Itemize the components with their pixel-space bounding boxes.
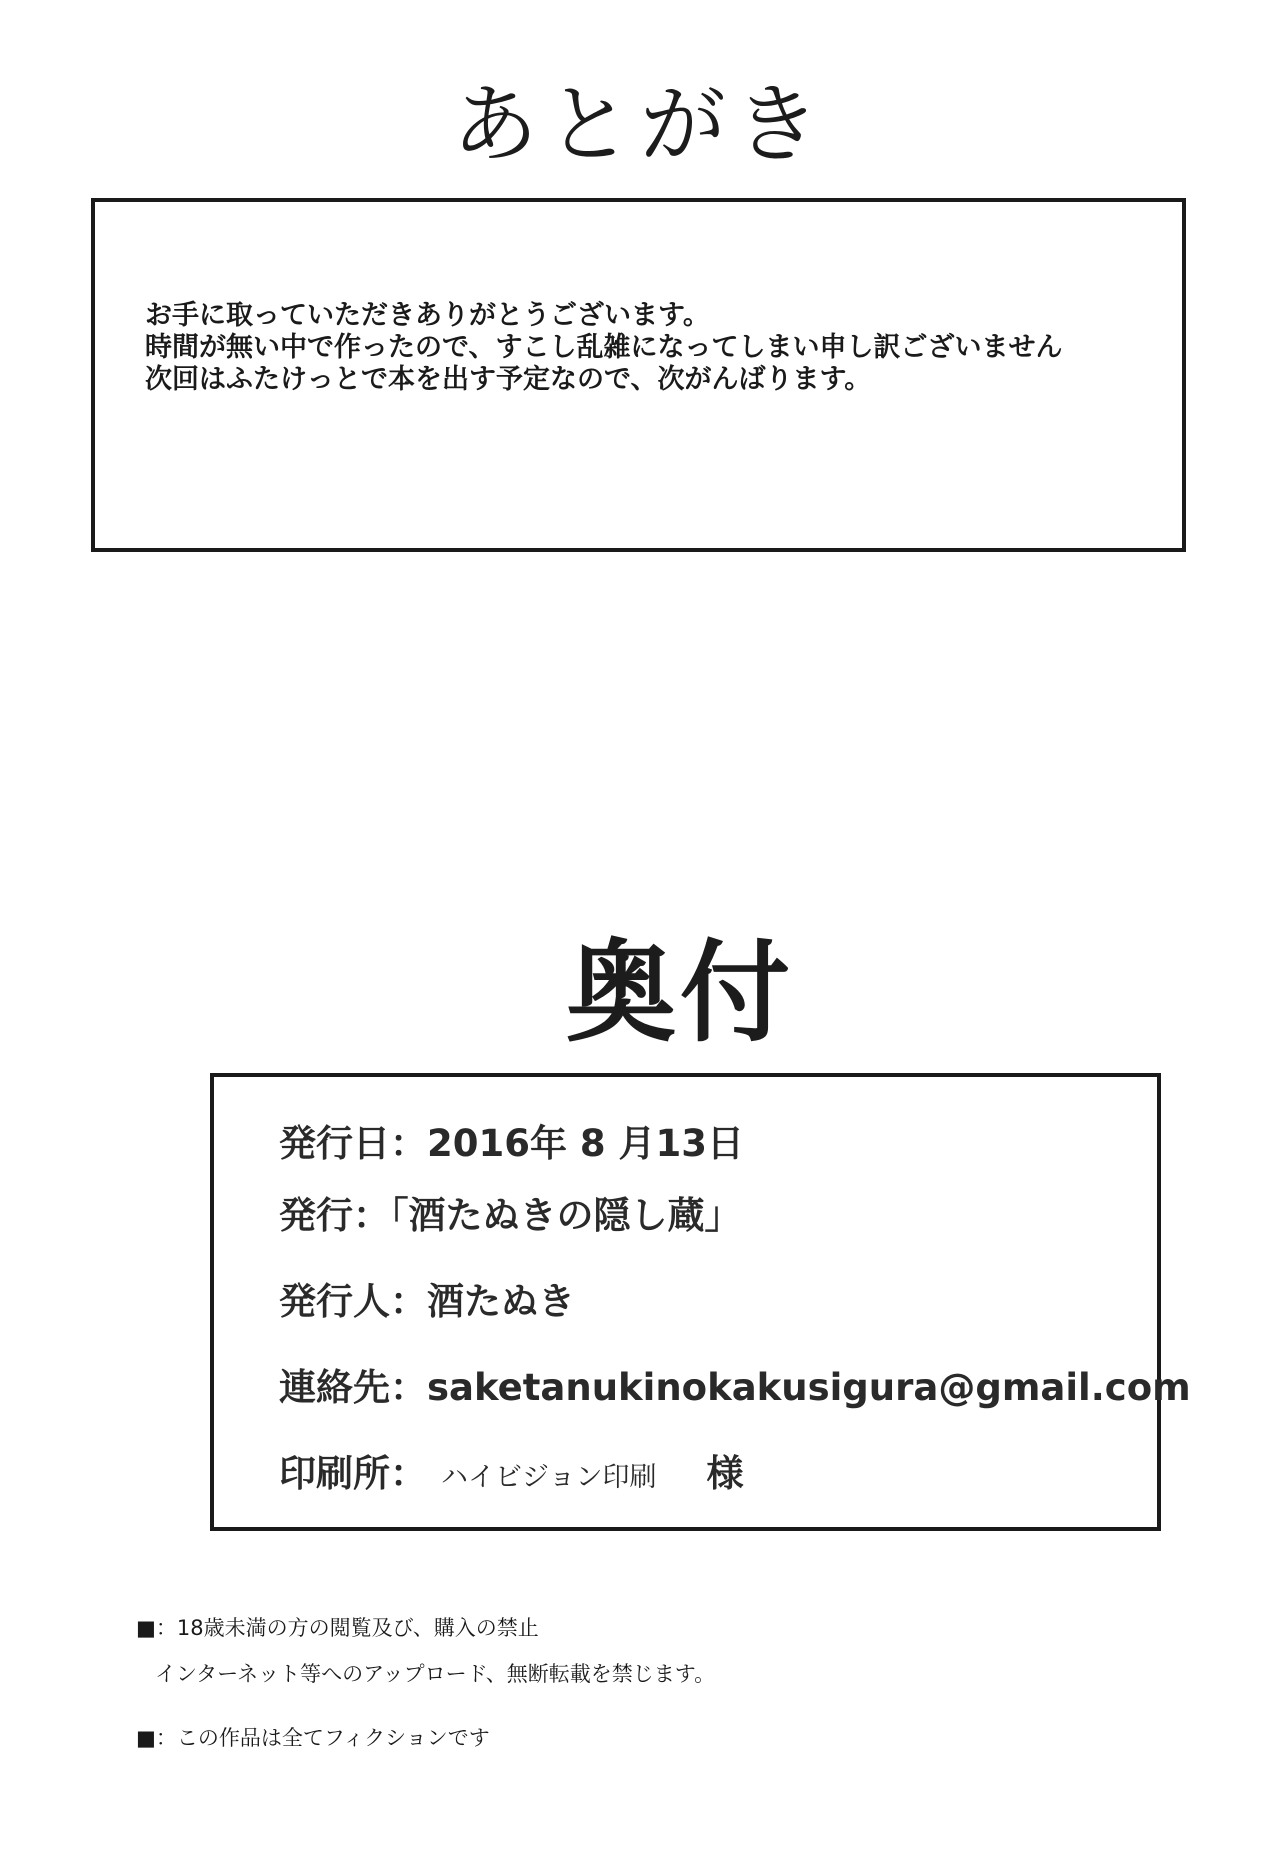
- colophon-row-publisher: [279, 1185, 742, 1239]
- notice-age-restriction: [136, 1612, 539, 1642]
- colophon-row-contact: [279, 1357, 1191, 1411]
- colophon-title: 奥付: [566, 929, 794, 1057]
- afterword-box: [91, 198, 1186, 552]
- colophon-box: [210, 1073, 1191, 1531]
- printer-honorific: 様: [706, 1452, 744, 1495]
- publisher-value: 「酒たぬきの隠し蔵」: [390, 1194, 742, 1237]
- afterword-line: お手に取っていただきありがとうございます。: [145, 300, 710, 331]
- label-separator: ：: [390, 1452, 427, 1495]
- notice-separator: ：: [155, 1726, 177, 1750]
- afterword-title: あとがき: [452, 75, 828, 175]
- date-label: 発行日: [279, 1122, 390, 1165]
- label-separator: ：: [390, 1366, 427, 1409]
- colophon-row-date: [279, 1113, 744, 1167]
- afterword-line: 時間が無い中で作ったので、すこし乱雑になってしまい申し訳ございません: [145, 332, 1063, 363]
- notice-separator: ：: [155, 1616, 177, 1640]
- notice-text: この作品は全てフィクションです: [176, 1726, 490, 1750]
- contact-label: 連絡先: [279, 1366, 390, 1409]
- colophon-row-issuer: [279, 1271, 575, 1325]
- printer-value: ハイビジョン印刷: [441, 1462, 657, 1493]
- printer-label: 印刷所: [279, 1452, 390, 1495]
- label-separator: ：: [353, 1194, 390, 1237]
- square-bullet-icon: ■: [136, 1726, 156, 1750]
- issuer-value: 酒たぬき: [427, 1280, 575, 1323]
- afterword-line: 次回はふたけっとで本を出す予定なので、次がんばります。: [145, 364, 872, 395]
- notice-text: 18歳未満の方の閲覧及び、購入の禁止: [176, 1616, 539, 1640]
- colophon-row-printer: [279, 1443, 743, 1497]
- publisher-label: 発行: [279, 1194, 353, 1237]
- notice-fiction: [136, 1722, 490, 1752]
- label-separator: ：: [390, 1122, 427, 1165]
- contact-email: saketanukinokakusigura@gmail.com: [427, 1366, 1191, 1409]
- afterword-text: [145, 300, 1062, 396]
- notice-upload-prohibition: インターネット等へのアップロード、無断転載を禁じます。: [155, 1662, 716, 1686]
- label-separator: ：: [390, 1280, 427, 1323]
- issuer-label: 発行人: [279, 1280, 390, 1323]
- square-bullet-icon: ■: [136, 1616, 156, 1640]
- date-value: 2016年 8 月13日: [427, 1122, 744, 1165]
